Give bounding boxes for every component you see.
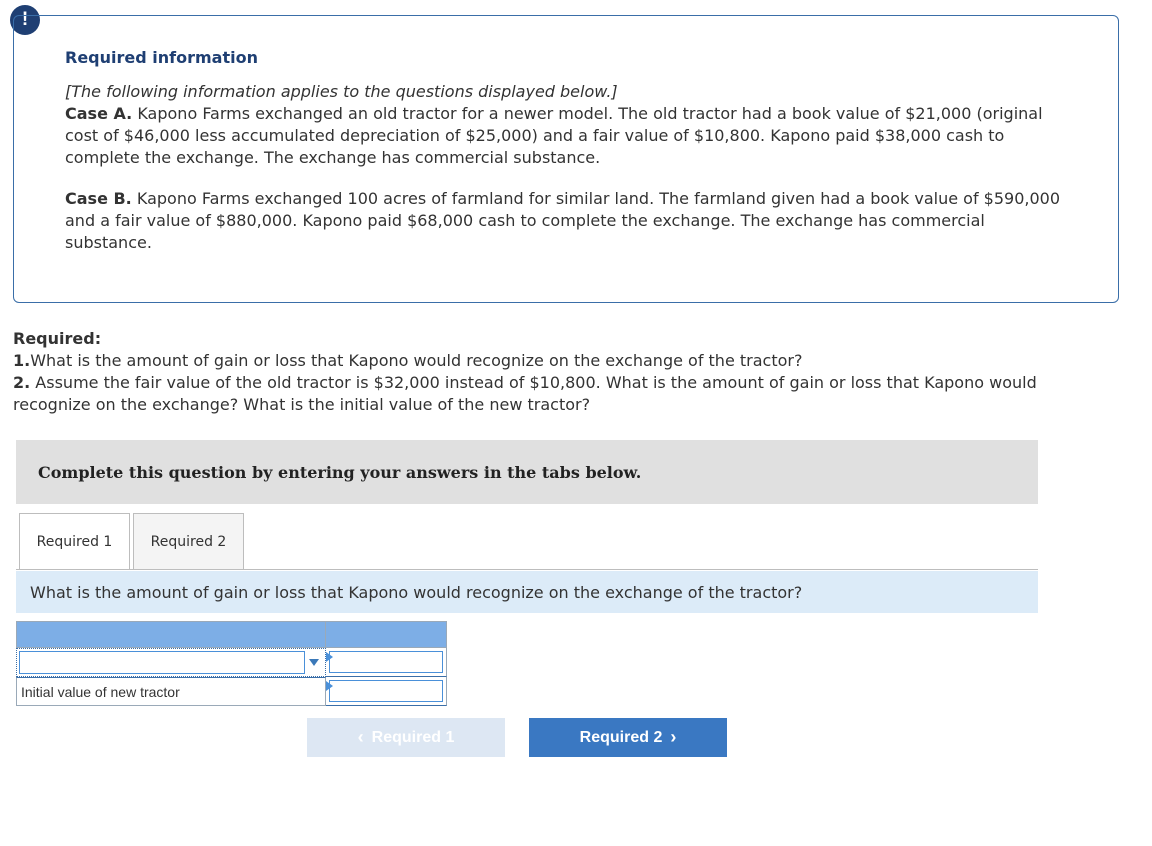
info-title: Required information: [65, 48, 258, 67]
gain-loss-amount-input[interactable]: [329, 651, 443, 673]
case-a-paragraph: [65, 81, 1075, 169]
initial-value-label: Initial value of new tractor: [16, 677, 326, 706]
table-header-value-cell: [326, 621, 447, 648]
case-b-text: Kapono Farms exchanged 100 acres of farmland for similar land. The farmland given had a book value of $590,000 and a fair value of $880,000. Kapono paid $68,000 cash to complete the exchange. The exchange has commercial substance.: [65, 189, 1060, 252]
instruction-banner: Complete this question by entering your answers in the tabs below.: [16, 440, 1038, 504]
tab-required-2[interactable]: Required 2: [133, 513, 244, 570]
answer-table: [16, 621, 447, 706]
next-required-2-button[interactable]: [529, 718, 727, 757]
table-header-label-cell: [16, 621, 326, 648]
case-b-label: Case B.: [65, 189, 132, 208]
required-information-box: [13, 15, 1119, 303]
prev-button-label: Required 1: [371, 728, 455, 746]
previous-required-1-button[interactable]: [307, 718, 505, 757]
alert-exclamation-icon: !: [10, 5, 40, 35]
case-a-text: Kapono Farms exchanged an old tractor for a newer model. The old tractor had a book value of $21,000 (original cost of $46,000 less accumulated depreciation of $25,000) and a fair value of $10,800. Kapono paid $38,000 cash to complete the exchange. The exchange has commercial substance.: [65, 104, 1043, 167]
chevron-left-icon: ‹: [357, 727, 364, 747]
cell-marker-icon: [326, 652, 333, 662]
cell-marker-icon: [326, 681, 333, 691]
tab-divider: [16, 569, 1038, 570]
gain-loss-select[interactable]: [19, 651, 305, 674]
required-questions: [13, 328, 1113, 416]
q2-text: Assume the fair value of the old tractor is $32,000 instead of $10,800. What is the amount of gain or loss that Kapono would recognize on the exchange? What is the initial value of the new tractor?: [13, 373, 1037, 414]
initial-value-input[interactable]: [329, 680, 443, 702]
tab-required-1[interactable]: Required 1: [19, 513, 130, 570]
gain-loss-amount-cell: [326, 648, 447, 677]
case-a-label: Case A.: [65, 104, 133, 123]
initial-value-cell: [326, 677, 447, 706]
next-button-label: Required 2: [579, 728, 663, 746]
q1-number: 1.: [13, 351, 31, 370]
q2-number: 2.: [13, 373, 31, 392]
chevron-right-icon: ›: [670, 727, 677, 747]
q1-text: What is the amount of gain or loss that Kapono would recognize on the exchange of the tractor?: [30, 351, 803, 370]
case-b-paragraph: [65, 188, 1075, 254]
dropdown-arrow-icon[interactable]: [309, 659, 319, 666]
info-intro: [The following information applies to the questions displayed below.]: [65, 82, 618, 101]
question-prompt: What is the amount of gain or loss that Kapono would recognize on the exchange of the tractor?: [16, 571, 1038, 613]
required-heading: Required:: [13, 329, 102, 348]
gain-loss-select-cell: [16, 648, 326, 677]
